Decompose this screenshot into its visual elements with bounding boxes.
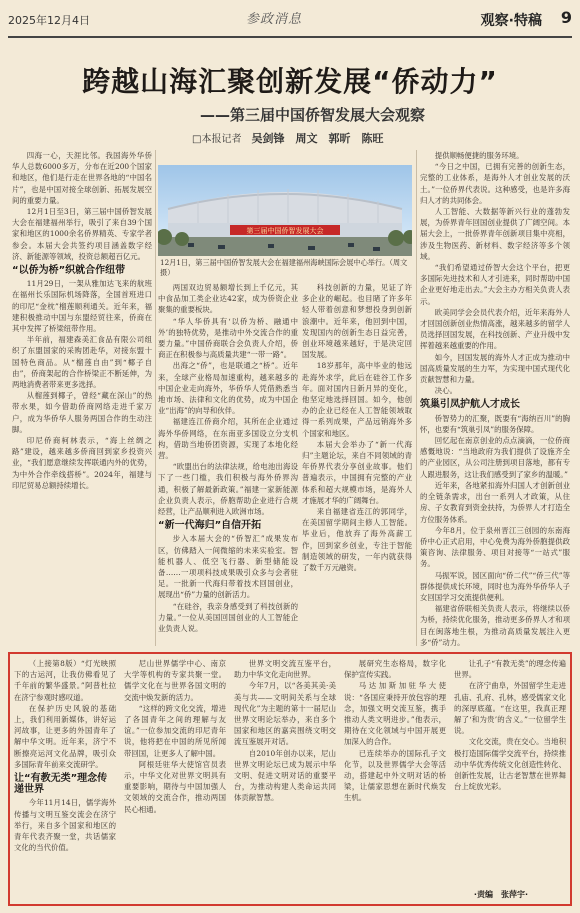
article-column-2-lower	[158, 282, 298, 646]
body-paragraph: 11月29日，一架从雅加达飞来的航班在福州长乐国际机场降落，全国首班进口的印尼“金枕”榴莲顺利通关。近年来，福建积极推动中国与东盟经贸往来，侨商在其中发挥了桥梁纽带作用。	[12, 279, 152, 334]
editor-credit: ·责编 张萍宇·	[473, 890, 528, 899]
article-column-3	[302, 282, 412, 646]
body-paragraph: 让孔子“有教无类”的理念传遍世界。	[454, 659, 566, 680]
body-paragraph: 两国双边贸易额增长到上千亿元，其中食品加工类企业达42家，成为侨资企业聚集的重要板块。	[158, 283, 298, 315]
body-paragraph: 来自福建省连江的郭同学，在美国留学期间主修人工智能。毕业后，他放弃了海外高薪工作，回到家乡创业，专注于智能制造领域的研发，一年内就获得了数千万元融资。	[302, 507, 412, 573]
photo-image	[158, 165, 412, 256]
body-paragraph: 福建连江侨商介绍，其所在企业通过海外华侨网络，在东南亚多国设立分支机构，借助当地侨团资源，实现了本地化经营。	[158, 417, 298, 461]
body-paragraph: 今年8月，位于泉州晋江三创园的东南海侨中心正式启用，中心免费为海外侨胞提供政策咨询、法律服务、项目对接等“一站式”服务。	[420, 525, 570, 569]
article-column-5	[420, 150, 570, 646]
body-paragraph: 提供顺畅便捷的服务环境。	[434, 151, 524, 160]
body-paragraph: 印尼侨商柯林表示，“海上丝绸之路”建设，越来越多侨商回到家乡投资兴业，“我们愿意继续发挥联通内外的优势，为中外合作牵线搭桥”。2024年，福建与印尼贸易总额持续增长。	[12, 436, 152, 490]
masthead-logo: 参政消息	[246, 12, 303, 27]
body-paragraph: 侨智势力的汇聚，既要有“海纳百川”的胸怀，也要有“筑巢引凤”的服务保障。	[420, 413, 570, 434]
photo-caption: 12月1日，第三届中国侨智发展大会在福建福州海峡国际会展中心举行。（周文 摄）	[160, 258, 408, 277]
body-paragraph: “今日之中国，已拥有完善的创新生态，完整的工业体系，是海外人才创业发展的沃土。”一位侨界代表说。这种感受，也是许多海归人才的共同体会。	[420, 162, 570, 205]
boxed-column-3	[234, 658, 336, 902]
issue-date: 2025年12月4日	[8, 14, 90, 27]
column-divider	[155, 150, 156, 646]
body-paragraph: 马达加斯加驻华大使说：“各国应秉持开放包容的理念，加强文明交流互鉴，携手推动人类文明进步。”他表示，期待在文化领域与中国开展更加深入的合作。	[344, 681, 446, 747]
body-paragraph: 在保护历史风貌的基础上，我们利用新媒体，讲好运河故事，让更多的外国青年了解中华文明。近年来，济宁不断擦亮运河文化品牌，吸引众多国际青年前来交流研学。	[14, 703, 116, 769]
body-paragraph: 今年11月14日，儒学海外传播与文明互鉴交流会在济宁举行，来自多个国家和地区的青年代表齐聚一堂，共话儒家文化的当代价值。	[14, 798, 116, 853]
boxed-column-1	[14, 658, 116, 902]
byline-prefix: 本报记者	[201, 134, 242, 145]
body-paragraph: 出海之“侨”，也是联通之“桥”。近年来，全球产业格局加速重构，越来越多的中国企业走向海外，华侨华人凭借熟悉当地市场、法律和文化的优势，成为中国企业“出海”的向导和伙伴。	[158, 361, 298, 416]
article-byline	[192, 130, 383, 146]
boxed-article-frame	[8, 652, 572, 906]
section-heading: 让“有教无类”理念传递世界	[14, 773, 108, 796]
article-column-2	[158, 150, 298, 165]
conference-photo	[158, 165, 412, 256]
body-paragraph: 阿根廷驻华大使馆官员表示，中华文化对世界文明具有重要影响，期待与中国加强人文领域的交流合作，推动两国民心相通。	[124, 759, 226, 814]
body-paragraph: 回忆起在南京创业的点点滴滴，一位侨商感慨地说：“当地政府为我们提供了设施齐全的产业园区，从公司注册到项目落地，都有专人跟进服务，这让我们感受到了家乡的温暖。”	[420, 436, 570, 479]
body-paragraph: 12月1日至3日，第三届中国侨智发展大会在福建福州举行，吸引了来自39个国家和地区的1000余名侨界精英、专家学者参会。本届大会共签约项目涵盖数字经济、新能源等领域，投资总额超百亿元。	[12, 207, 152, 261]
body-paragraph: “这样的跨文化交流，增进了各国青年之间的理解与友谊。”一位参加交流的印尼青年说，他将把在中国的所见所闻带回国，让更多人了解中国。	[124, 703, 226, 758]
article-subtitle: ——第三届中国侨智发展大会观察	[200, 106, 426, 124]
section-heading: “以侨为桥”织就合作纽带	[12, 265, 126, 277]
body-paragraph: 18岁那年，高中毕业的他远赴海外求学，此后在硅谷工作多年。面对国内日新月异的变化，他坚定地选择回国。如今，他创办的企业已经在人工智能领域取得一系列成果，产品远销海外多个国家和地区。	[302, 361, 412, 438]
body-paragraph: “我们希望通过侨智大会这个平台，把更多国际先进技术和人才引进来，同时帮助中国企业更好地走出去。”大会主办方相关负责人表示。	[420, 263, 570, 306]
boxed-column-2	[124, 658, 226, 902]
body-paragraph: 本届大会举办了“新一代海归”主题论坛，来自不同领域的青年侨界代表分享创业故事。他们普遍表示，中国拥有完整的产业体系和超大规模市场，是海外人才施展才华的广阔舞台。	[302, 439, 412, 505]
body-paragraph: 人工智能、大数据等新兴行业的蓬勃发展，为侨界青年回国创业提供了广阔空间。本届大会上，一批侨界青年创新项目集中亮相，涉及生物医药、新材料、数字经济等多个领域。	[420, 207, 570, 261]
body-paragraph: 世界文明交流互鉴平台，助力中华文化走向世界。	[234, 659, 336, 680]
body-paragraph: 在济宁曲阜，外国留学生走进孔庙、孔府、孔林，感受儒家文化的深厚底蕴。“在这里，我真正理解了‘和为贵’的含义。”一位留学生说。	[454, 681, 566, 736]
body-paragraph: 今年7月，以“各美其美·美美与共——文明间关系与全球现代化”为主题的第十一届尼山世界文明论坛举办，来自多个国家和地区的嘉宾围绕文明交流互鉴展开对话。	[234, 681, 336, 747]
body-paragraph: 展研究生态格局，数字化保护宣传实践。	[344, 659, 446, 680]
body-paragraph: 文化交流，贵在交心。当地积极打造国际儒学交流平台，持续推动中华优秀传统文化创造性转化、创新性发展，让古老智慧在世界舞台上绽放光彩。	[454, 737, 566, 792]
body-paragraph: 近年来，各地紧扣海外归国人才创新创业的全链条需求，出台一系列人才政策，从住房、子女教育到资金扶持，为侨界人才打造全方位服务体系。	[420, 480, 570, 524]
body-paragraph: 福建省侨联相关负责人表示，将继续以侨为桥，持续优化服务，推动更多侨界人才和项目在闽落地生根，为推动高质量发展注入更多“侨”动力。	[420, 604, 570, 646]
body-paragraph: （上接第8版）“灯光映照下的古运河，让我仿佛看见了千年前的繁华盛景。”阿普杜拉在济宁参观时感叹道。	[14, 659, 116, 702]
body-paragraph: 半年前，福建森美汇食品有限公司组织了东盟国家的采购团赴华，对接东盟十国特色商品。从“榴莲自由”到“椰子自由”，侨商架起的合作桥梁正不断延伸，为两地消费者带来更多选择。	[12, 335, 152, 390]
boxed-column-4	[344, 658, 446, 902]
body-paragraph: 四海一心，天涯比邻。我国海外华侨华人总数6000多万，分布在近200个国家和地区，他们是行走在世界各地的“中国名片”，也是中国对接全球创新、拓展发展空间的重要力量。	[12, 151, 152, 205]
body-paragraph: 欧美同学会会员代表介绍，近年来海外人才回国创新创业热情高涨，越来越多的留学人员选择回国发展，在科技创新、产业升级中发挥着越来越重要的作用。	[420, 307, 570, 351]
body-paragraph: 从榴莲到椰子，曾经“藏在深山”的热带水果，如今借助侨商网络走进千家万户，成为华侨华人服务两国合作的生动注脚。	[12, 391, 152, 434]
body-paragraph: 自2010年创办以来，尼山世界文明论坛已成为展示中华文明、促进文明对话的重要平台，为推动构建人类命运共同体贡献智慧。	[234, 748, 336, 803]
article-title: 跨越山海汇聚创新发展“侨动力”	[82, 65, 498, 98]
section-heading: 筑巢引凤护航人才成长	[420, 399, 520, 411]
photo-banner-text: 第三届中国侨智发展大会	[246, 227, 324, 235]
body-paragraph: 科技创新的力量，见证了许多企业的崛起。也目睹了许多年轻人带着创意和梦想投身到创新浪潮中。近年来，他回到中国，发现国内的创新生态日益完善，创业环境越来越好，于是决定回国发展。	[302, 283, 412, 360]
body-paragraph: 马振军说，园区面向“侨二代”“侨三代”等群体提供成长环境，同时也为海外华侨华人子女回国学习交流提供便利。	[420, 570, 570, 602]
column-divider	[416, 150, 417, 646]
section-name: 观察·特稿	[480, 13, 542, 29]
article-column-1	[12, 150, 152, 646]
body-paragraph: 步入本届大会的“侨智汇”成果发布区，仿佛踏入一间微缩的未来实验室。智能机器人、低空飞行器、新型储能设备……一项项科技成果吸引众多与会者驻足。一批新一代海归带着技术回国创业，展现出“侨”力量的创新活力。	[158, 534, 298, 600]
boxed-column-5	[454, 658, 566, 886]
body-paragraph: 尼山世界儒学中心、南京大学等机构的专家共聚一堂。儒学文化在与世界各国文明的交流中焕发新的活力。	[124, 659, 226, 702]
body-paragraph: 已连续举办的国际孔子文化节，以及世界儒学大会等活动，搭建起中外文明对话的桥梁，让儒家思想在新时代焕发生机。	[344, 748, 446, 803]
body-paragraph: “欧盟出台的法律法规，给电池出海设下了一些门槛，我们积极与海外侨界沟通，积极了解最新政策。”福建一家新能源企业负责人表示，侨胞帮助企业进行合规经营，让产品顺利进入欧洲市场。	[158, 462, 298, 517]
body-paragraph: 如今，回国发展的海外人才正成为推动中国高质量发展的生力军，为实现中国式现代化贡献智慧和力量。	[420, 352, 570, 385]
body-paragraph: “华人华侨具有‘以侨为桥、融通中外’的独特优势，是推动中外交流合作的重要力量。”中国侨商联合会负责人介绍，侨商正在积极参与高质量共建“一带一路”。	[158, 316, 298, 360]
page-header	[8, 6, 572, 36]
body-paragraph: “在硅谷，我亲身感受到了科技创新的力量。”一位从美国回国创业的人工智能企业负责人说。	[158, 601, 298, 634]
page-number: 9	[560, 8, 572, 27]
section-heading: “新一代海归”自信开拓	[158, 520, 262, 532]
body-paragraph: 决心。	[434, 386, 457, 396]
byline-names: 吴剑锋 周文 郭昕 陈旺	[251, 132, 384, 145]
byline-square-icon: □	[192, 134, 202, 145]
header-rule	[8, 36, 572, 38]
